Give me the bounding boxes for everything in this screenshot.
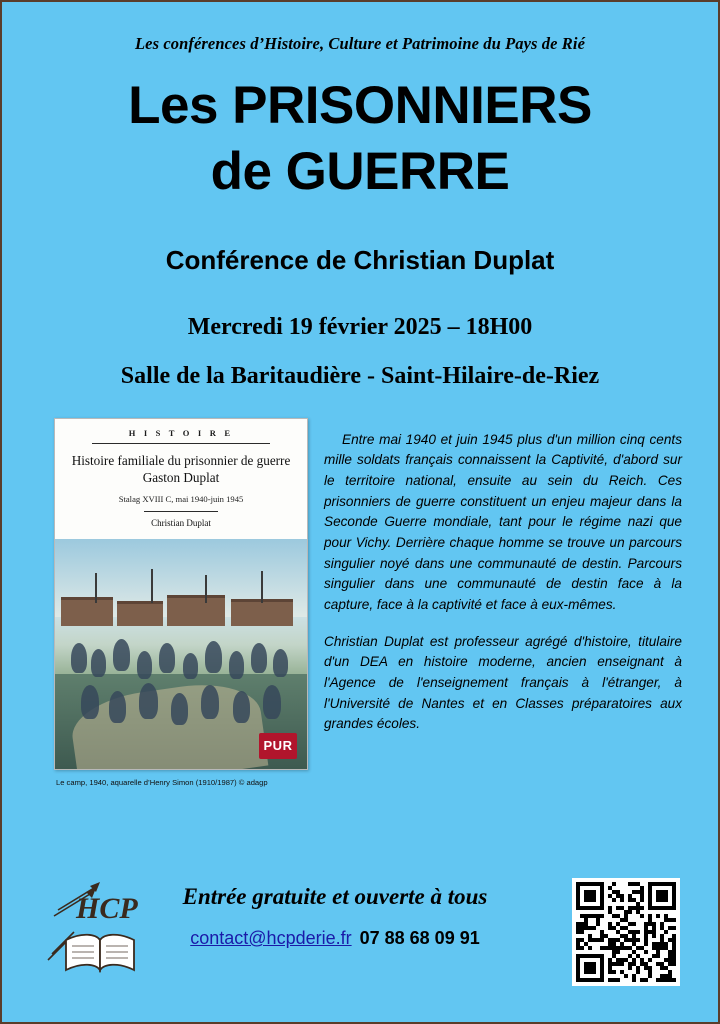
contact-line <box>152 928 518 949</box>
book-subtitle: Stalag XVIII C, mai 1940-juin 1945 <box>118 493 244 504</box>
book-author: Christian Duplat <box>151 517 211 528</box>
free-entry-text: Entrée gratuite et ouverte à tous <box>182 884 488 909</box>
book-cover-artwork <box>55 539 307 769</box>
book-title: Histoire familiale du prisonnier de guerre Gaston Duplat <box>71 452 291 486</box>
title-line-2: de GUERRE <box>210 142 510 202</box>
poster-kicker: Les conférences d’Histoire, Culture et Patrimoine du Pays de Rié <box>134 34 586 53</box>
book-collection-label: H I S T O I R E <box>128 427 234 438</box>
hcp-logo-icon <box>40 876 158 982</box>
description-paragraph-2: Christian Duplat est professeur agrégé d'histoire, titulaire d'un DEA en histoire moderne, ancien enseignant à l'Agence de l'enseignement français à l'étranger, à l'Université de Nantes et en Classes préparatoires aux grandes écoles. <box>324 633 682 732</box>
divider <box>144 511 218 512</box>
book-cover-top <box>55 419 307 539</box>
title-line-1: Les PRISONNIERS <box>128 76 592 135</box>
description-paragraph-1: Entre mai 1940 et juin 1945 plus d'un million cinq cents mille soldats français connaissent la Captivité, d'abord sur le territoire national, ensuite au sein du Reich. Ces prisonniers de guerre constituent un enjeu majeur dans la Seconde Guerre mondiale, tant pour le régime nazi que pour Vichy. Derrière chaque homme se trouve un parcours singulier noyé dans une communauté de destin. Parcours singulier dans une communauté de destin face à la capture, face à la captivité et face à eux-mêmes. <box>324 431 682 613</box>
event-datetime: Mercredi 19 février 2025 – 18H00 <box>187 313 533 340</box>
page-title <box>2 76 718 203</box>
book-column <box>54 418 306 787</box>
poster-subtitle: Conférence de Christian Duplat <box>165 244 555 275</box>
qr-code[interactable] <box>572 878 680 986</box>
book-cover-image <box>54 418 308 770</box>
divider <box>92 443 270 444</box>
publisher-badge: PUR <box>259 733 297 759</box>
contact-phone: 07 88 68 09 91 <box>359 928 480 948</box>
contact-email-link[interactable]: contact@hcpderie.fr <box>190 928 352 948</box>
qr-code-grid <box>576 882 676 982</box>
poster-footer <box>2 874 718 994</box>
svg-text:HCP: HCP <box>76 892 138 925</box>
description-column <box>324 418 682 787</box>
footer-center <box>152 884 518 949</box>
content-area <box>2 418 718 787</box>
event-venue: Salle de la Baritaudière - Saint-Hilaire-de-Riez <box>120 362 600 389</box>
book-image-caption: Le camp, 1940, aquarelle d’Henry Simon (1910/1987) © adagp <box>56 777 268 787</box>
